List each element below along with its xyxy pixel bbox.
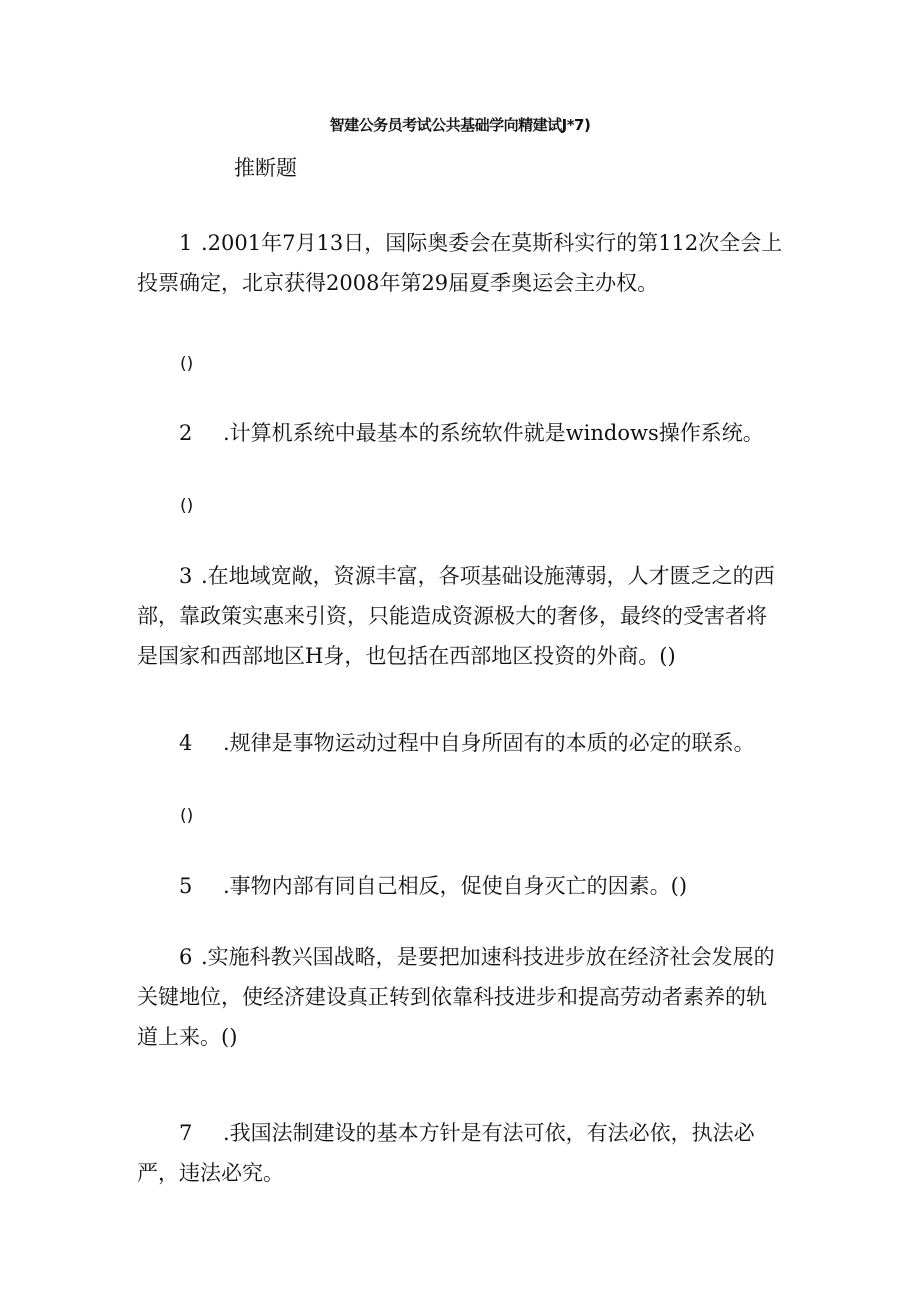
- question-text: .2001年7月13日，国际奥委会在莫斯科实行的第112次全会上投票确定，北京获得2008年第29届夏季奥运会主办权。: [137, 231, 783, 295]
- answer-blank-2: (): [180, 496, 194, 516]
- question-6: [137, 937, 785, 1057]
- question-text: .规律是事物运动过程中自身所固有的本质的必定的联系。: [223, 731, 755, 755]
- question-7: [137, 1113, 785, 1193]
- question-number: 1: [179, 231, 193, 255]
- question-number: 2: [179, 421, 193, 445]
- answer-blank-1: (): [180, 354, 194, 374]
- question-4: [137, 723, 785, 763]
- question-number: 5: [179, 874, 193, 898]
- question-text: .实施科教兴国战略，是要把加速科技进步放在经济社会发展的关键地位，使经济建设真正转到依靠科技进步和提高劳动者素养的轨道上来。(): [137, 945, 775, 1049]
- question-1: [137, 223, 785, 303]
- question-number: 3: [179, 564, 193, 588]
- question-text: .计算机系统中最基本的系统软件就是windows操作系统。: [223, 421, 764, 445]
- question-text: .在地域宽敞，资源丰富，各项基础设施薄弱，人才匮乏之的西部，靠政策实惠来引资，只能造成资源极大的奢侈，最终的受害者将是国家和西部地区H身，也包括在西部地区投资的外商。(): [137, 564, 775, 668]
- question-text: .事物内部有同自己相反，促使自身灭亡的因素。(): [223, 874, 688, 898]
- question-3: [137, 556, 785, 676]
- document-title: 智建公务员考试公共基础学向精建试J*7): [329, 116, 591, 134]
- question-number: 6: [179, 945, 193, 969]
- question-text: .我国法制建设的基本方针是有法可依，有法必依，执法必严，违法必究。: [137, 1121, 755, 1185]
- section-heading: 推断题: [234, 156, 297, 180]
- question-number: 7: [179, 1121, 193, 1145]
- question-number: 4: [179, 731, 193, 755]
- question-5: [137, 866, 785, 906]
- question-2: [137, 413, 785, 453]
- answer-blank-4: (): [180, 806, 194, 826]
